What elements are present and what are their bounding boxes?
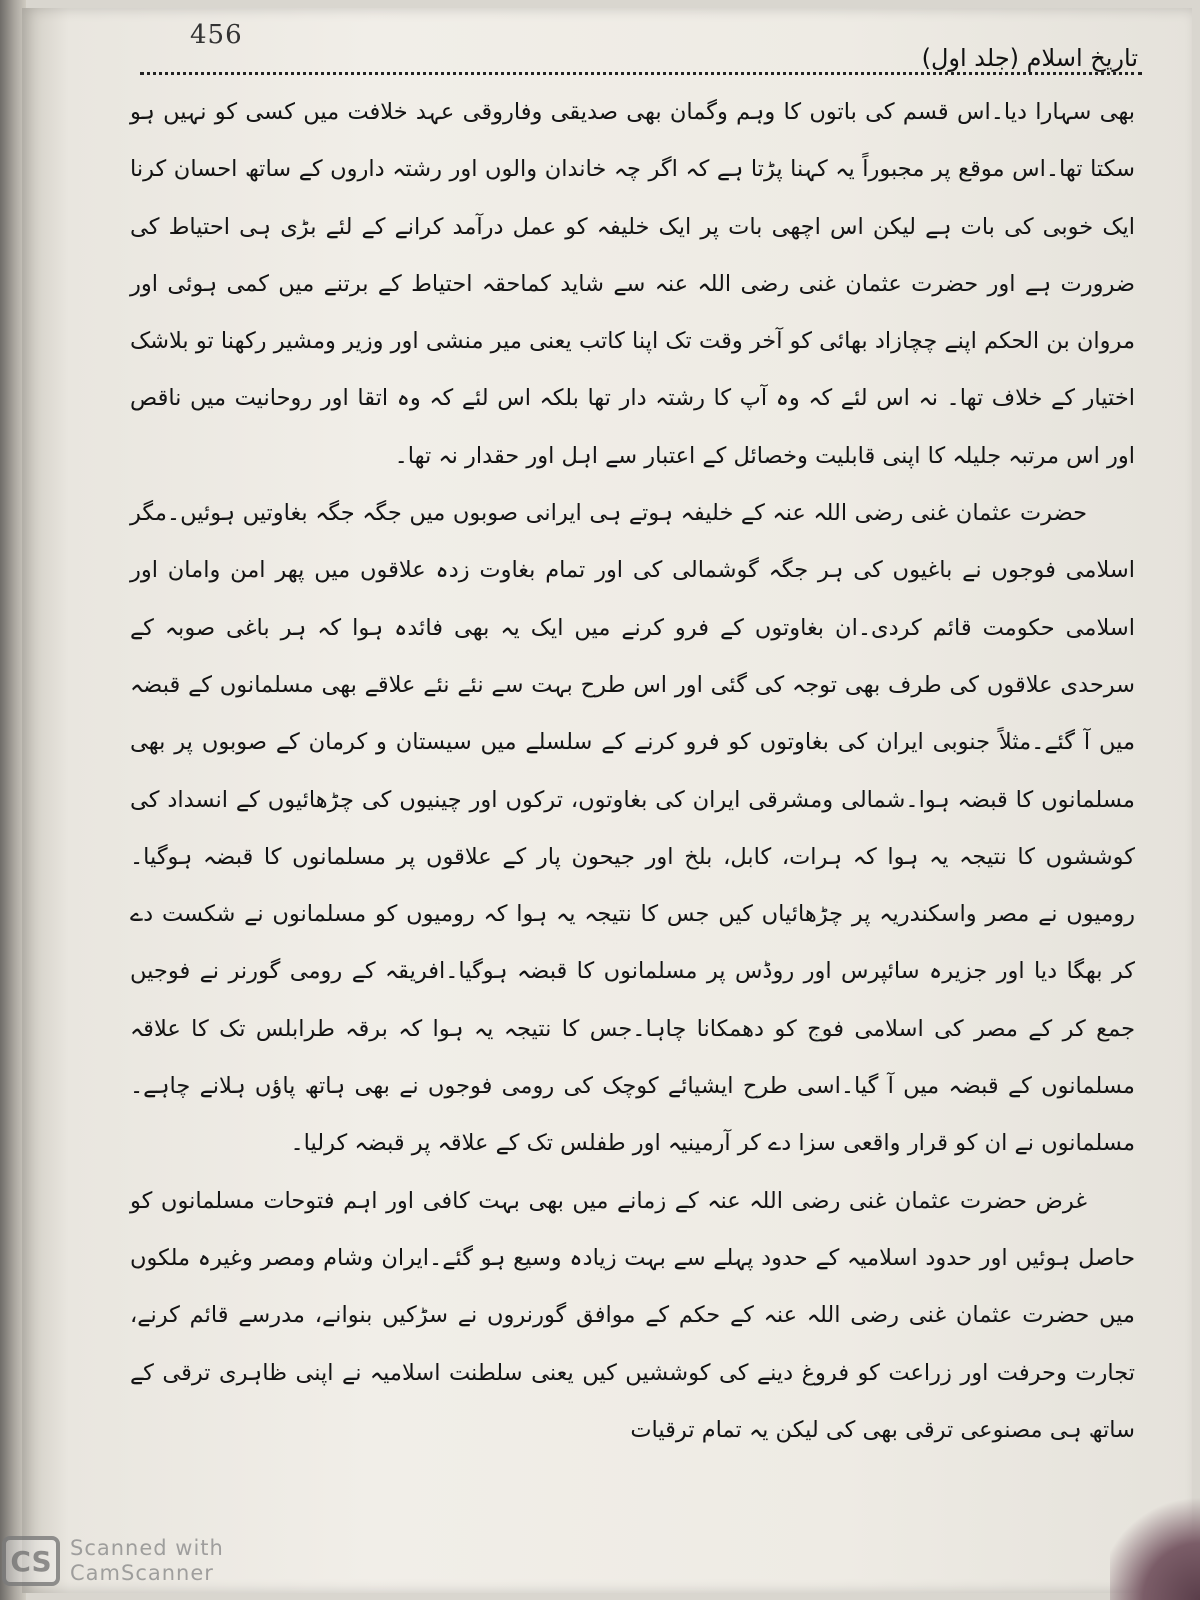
- watermark-line-2: CamScanner: [70, 1561, 214, 1585]
- running-header: تاریخ اسلام (جلد اول): [921, 44, 1138, 72]
- page-number: 456: [190, 20, 243, 50]
- camscanner-watermark: [2, 1530, 322, 1592]
- body-text: [130, 84, 1135, 1459]
- paragraph-1: بھی سہارا دیا۔اس قسم کی باتوں کا وہم وگمان بھی صدیقی وفاروقی عہد خلافت میں کسی کو نہیں ہو سکتا تھا۔اس موقع پر مجبوراً یہ کہنا پڑتا ہے کہ اگر چہ خاندان والوں اور رشتہ داروں کے ساتھ احسان کرنا ایک خوبی کی بات ہے لیکن اس اچھی بات پر ایک خلیفہ کو عمل درآمد کرانے کے لئے بڑی ہی احتیاط کی ضرورت ہے اور حضرت عثمان غنی رضی اللہ عنہ سے شاید کماحقہ احتیاط کے برتنے میں کمی ہوئی اور مروان بن الحکم اپنے چچازاد بھائی کو آخر وقت تک اپنا کاتب یعنی میر منشی اور وزیر ومشیر رکھنا تو بلاشک اختیار کے خلاف تھا۔ نہ اس لئے کہ وہ آپ کا رشتہ دار تھا بلکہ اس لئے کہ وہ اتقا اور روحانیت میں ناقص اور اس مرتبہ جلیلہ کا اپنی قابلیت وخصائل کے اعتبار سے اہل اور حقدار نہ تھا۔: [130, 99, 1135, 469]
- header-dotted-rule: [140, 72, 1142, 75]
- paragraph-2: حضرت عثمان غنی رضی اللہ عنہ کے خلیفہ ہوتے ہی ایرانی صوبوں میں جگہ جگہ بغاوتیں ہوئیں۔مگر اسلامی فوجوں نے باغیوں کی ہر جگہ گوشمالی کی اور تمام بغاوت زدہ علاقوں میں پھر امن وامان اور اسلامی حکومت قائم کردی۔ان بغاوتوں کے فرو کرنے میں ایک یہ بھی فائدہ ہوا کہ ہر باغی صوبہ کے سرحدی علاقوں کی طرف بھی توجہ کی گئی اور اس طرح بہت سے نئے نئے علاقے بھی مسلمانوں کے قبضہ میں آ گئے۔مثلاً جنوبی ایران کی بغاوتوں کو فرو کرنے کے سلسلے میں سیستان و کرمان کے صوبوں پر بھی مسلمانوں کا قبضہ ہوا۔شمالی ومشرقی ایران کی بغاوتوں، ترکوں اور چینیوں کی چڑھائیوں کے انسداد کی کوششوں کا نتیجہ یہ ہوا کہ ہرات، کابل، بلخ اور جیحون پار کے علاقوں پر مسلمانوں کا قبضہ ہوگیا۔رومیوں نے مصر واسکندریہ پر چڑھائیاں کیں جس کا نتیجہ یہ ہوا کہ رومیوں کو مسلمانوں نے شکست دے کر بھگا دیا اور جزیرہ سائپرس اور روڈس پر مسلمانوں کا قبضہ ہوگیا۔افریقہ کے رومی گورنر نے فوجیں جمع کر کے مصر کی اسلامی فوج کو دھمکانا چاہا۔جس کا نتیجہ یہ ہوا کہ برقہ طرابلس تک کا علاقہ مسلمانوں کے قبضہ میں آ گیا۔اسی طرح ایشیائے کوچک کی رومی فوجوں نے بھی ہاتھ پاؤں ہلانے چاہے۔مسلمانوں نے ان کو قرار واقعی سزا دے کر آرمینیہ اور طفلس تک کے علاقہ پر قبضہ کرلیا۔: [130, 500, 1135, 1157]
- camscanner-logo-icon: CS: [2, 1536, 60, 1586]
- watermark-line-1: Scanned with: [70, 1536, 224, 1560]
- paragraph-3: غرض حضرت عثمان غنی رضی اللہ عنہ کے زمانے میں بھی بہت کافی اور اہم فتوحات مسلمانوں کو حاصل ہوئیں اور حدود اسلامیہ کے حدود پہلے سے بہت زیادہ وسیع ہو گئے۔ایران وشام ومصر وغیرہ ملکوں میں حضرت عثمان غنی رضی اللہ عنہ کے حکم کے موافق گورنروں نے سڑکیں بنوانے، مدرسے قائم کرنے، تجارت وحرفت اور زراعت کو فروغ دینے کی کوششیں کیں یعنی سلطنت اسلامیہ نے اپنی ظاہری ترقی کے ساتھ ہی مصنوعی ترقی بھی کی لیکن یہ تمام ترقیات: [130, 1187, 1135, 1443]
- corner-shadow: [1110, 1490, 1200, 1600]
- watermark-text: [70, 1536, 224, 1586]
